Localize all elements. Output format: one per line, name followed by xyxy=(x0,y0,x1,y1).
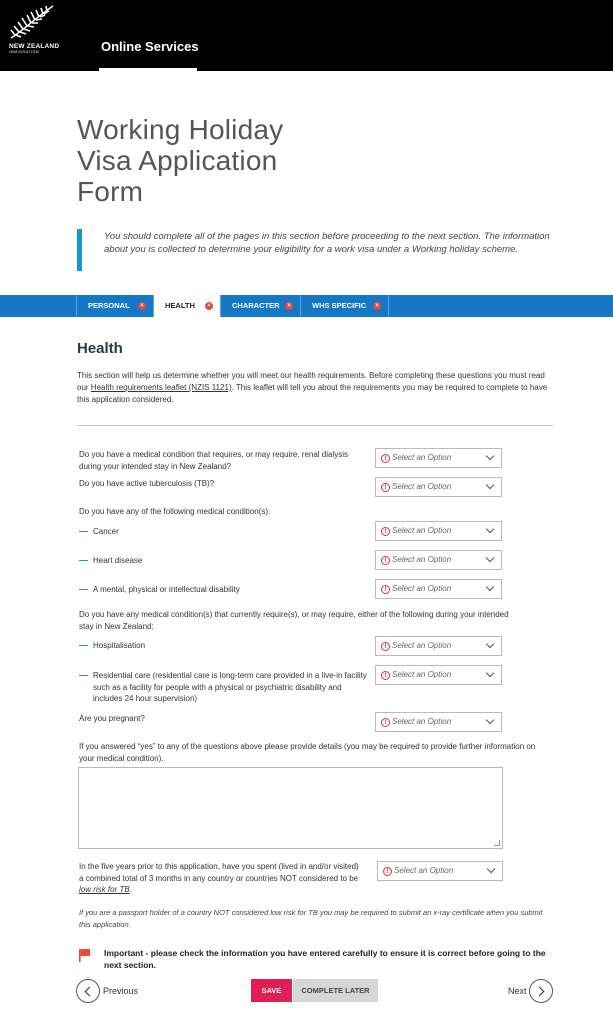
desc-text: This section will help us determine whether you will meet our health requirements. Before completing these questions you must read our xyxy=(77,371,545,392)
select-placeholder: Select an Option xyxy=(392,453,452,462)
question-five-years xyxy=(79,861,359,896)
select-placeholder: Select an Option xyxy=(392,555,452,564)
chevron-down-icon xyxy=(486,481,494,489)
intro-text: You should complete all of the pages in this section before proceeding to the next section. The information about you is collected to determine your eligibility for a work visa under a Working holiday scheme. xyxy=(104,231,550,255)
tab-label: HEALTH xyxy=(165,301,195,310)
tb-note: If you are a passport holder of a country NOT considered low risk for TB you may be required to submit an x-ray certificate when you submit this application. xyxy=(79,908,543,929)
care-residential xyxy=(79,670,371,706)
tab-label: CHARACTER xyxy=(232,301,280,310)
dash-marker xyxy=(79,560,88,561)
select-placeholder: Select an Option xyxy=(392,641,452,650)
condition-label: Heart disease xyxy=(93,556,143,565)
condition-label: A mental, physical or intellectual disability xyxy=(93,585,240,594)
title-line: Working Holiday xyxy=(77,114,284,145)
warning-icon: ! xyxy=(381,718,390,727)
dash-marker xyxy=(79,645,88,646)
nav-active-underline xyxy=(99,68,197,71)
select-pregnant[interactable] xyxy=(375,712,502,732)
tab-whs-specific[interactable] xyxy=(301,295,389,317)
details-label: If you answered “yes” to any of the questions above please provide details (you may be required to provide further information on your medical condition). xyxy=(79,742,536,763)
question-dialysis: Do you have a medical condition that requires, or may require, renal dialysis during your intended stay in New Zealand? xyxy=(79,450,349,471)
tab-health[interactable] xyxy=(154,295,221,317)
question-text: . xyxy=(129,885,132,894)
divider xyxy=(77,425,553,426)
select-placeholder: Select an Option xyxy=(394,866,454,875)
chevron-down-icon xyxy=(486,669,494,677)
important-notice: Important - please check the information you have entered carefully to ensure it is correct before going to the next section. xyxy=(104,948,546,970)
chevron-down-icon xyxy=(486,716,494,724)
flag-icon xyxy=(79,949,90,962)
warning-icon: ! xyxy=(381,671,390,680)
section-description xyxy=(77,370,555,406)
chevron-down-icon xyxy=(486,554,494,562)
previous-label[interactable]: Previous xyxy=(103,986,139,996)
chevron-down-icon xyxy=(486,452,494,460)
warning-icon: ! xyxy=(381,454,390,463)
select-placeholder: Select an Option xyxy=(392,482,452,491)
silver-fern-icon xyxy=(9,4,57,40)
desc-text: . This leaflet will tell you about the requirements you may be required to complete to have this application considered. xyxy=(77,383,548,404)
warning-icon: ! xyxy=(381,585,390,594)
intro-accent-bar xyxy=(77,229,82,271)
chevron-down-icon xyxy=(486,583,494,591)
select-placeholder: Select an Option xyxy=(392,670,452,679)
warning-icon: ! xyxy=(383,867,392,876)
logo-text: NEW ZEALAND xyxy=(9,43,60,50)
condition-label: Cancer xyxy=(93,527,119,536)
question-care: Do you have any medical condition(s) that currently require(s), or may require, either of the following during your intended stay in New Zealand: xyxy=(79,610,509,631)
warning-icon: ! xyxy=(381,483,390,492)
error-icon: × xyxy=(373,302,381,310)
warning-icon: ! xyxy=(381,642,390,651)
warning-icon: ! xyxy=(381,556,390,565)
dash-marker xyxy=(79,589,88,590)
next-label[interactable]: Next xyxy=(508,986,527,996)
tab-label: PERSONAL xyxy=(88,301,130,310)
question-conditions: Do you have any of the following medical condition(s): xyxy=(79,507,271,516)
next-button[interactable] xyxy=(529,979,553,1003)
chevron-left-icon xyxy=(85,987,95,997)
care-label: Hospitalisation xyxy=(93,641,146,650)
select-cancer[interactable] xyxy=(375,521,502,541)
care-label: Residential care (residential care is long-term care provided in a live-in facility such as a facility for people with a physical or psychiatric disability and includes 24 hour supervision) xyxy=(93,671,367,703)
select-tb[interactable] xyxy=(375,477,502,497)
select-placeholder: Select an Option xyxy=(392,584,452,593)
select-five-years[interactable] xyxy=(377,861,503,881)
select-disability[interactable] xyxy=(375,579,502,599)
health-leaflet-link[interactable]: Health requirements leaflet (NZIS 1121) xyxy=(90,383,232,392)
complete-later-button[interactable]: COMPLETE LATER xyxy=(293,979,378,1002)
dash-marker xyxy=(79,531,88,532)
error-icon: × xyxy=(285,302,293,310)
question-tb: Do you have active tuberculosis (TB)? xyxy=(79,479,215,488)
chevron-down-icon xyxy=(486,640,494,648)
error-icon: × xyxy=(138,302,146,310)
warning-icon: ! xyxy=(381,527,390,536)
nz-immigration-logo[interactable] xyxy=(9,4,69,56)
page-title xyxy=(77,114,377,207)
save-button[interactable]: SAVE xyxy=(251,979,292,1002)
logo-subtext: IMMIGRATION xyxy=(9,50,40,54)
question-pregnant: Are you pregnant? xyxy=(79,714,145,723)
details-textarea[interactable] xyxy=(78,767,503,849)
chevron-right-icon xyxy=(535,987,545,997)
tab-label: WHS SPECIFIC xyxy=(312,301,367,310)
chevron-down-icon xyxy=(486,525,494,533)
title-line: Form xyxy=(77,176,144,207)
select-heart-disease[interactable] xyxy=(375,550,502,570)
question-text: In the five years prior to this application, have you spent (lived in and/or visited) a combined total of 3 months in any country or countries NOT considered to be xyxy=(79,862,359,883)
dash-marker xyxy=(79,675,88,676)
section-heading: Health xyxy=(77,340,123,357)
select-hospitalisation[interactable] xyxy=(375,636,502,656)
chevron-down-icon xyxy=(487,865,495,873)
select-placeholder: Select an Option xyxy=(392,526,452,535)
top-bar xyxy=(0,0,613,71)
section-tabs xyxy=(0,295,613,317)
select-placeholder: Select an Option xyxy=(392,717,452,726)
select-dialysis[interactable] xyxy=(375,448,502,468)
select-residential-care[interactable] xyxy=(375,665,502,685)
online-services-nav[interactable]: Online Services xyxy=(101,39,199,54)
low-risk-tb-link[interactable]: low risk for TB xyxy=(79,885,130,894)
resize-handle-icon[interactable] xyxy=(494,840,500,846)
tab-character[interactable] xyxy=(221,295,301,317)
previous-button[interactable] xyxy=(76,979,100,1003)
title-line: Visa Application xyxy=(77,145,278,176)
tab-personal[interactable] xyxy=(76,295,154,317)
error-icon: × xyxy=(205,302,213,310)
